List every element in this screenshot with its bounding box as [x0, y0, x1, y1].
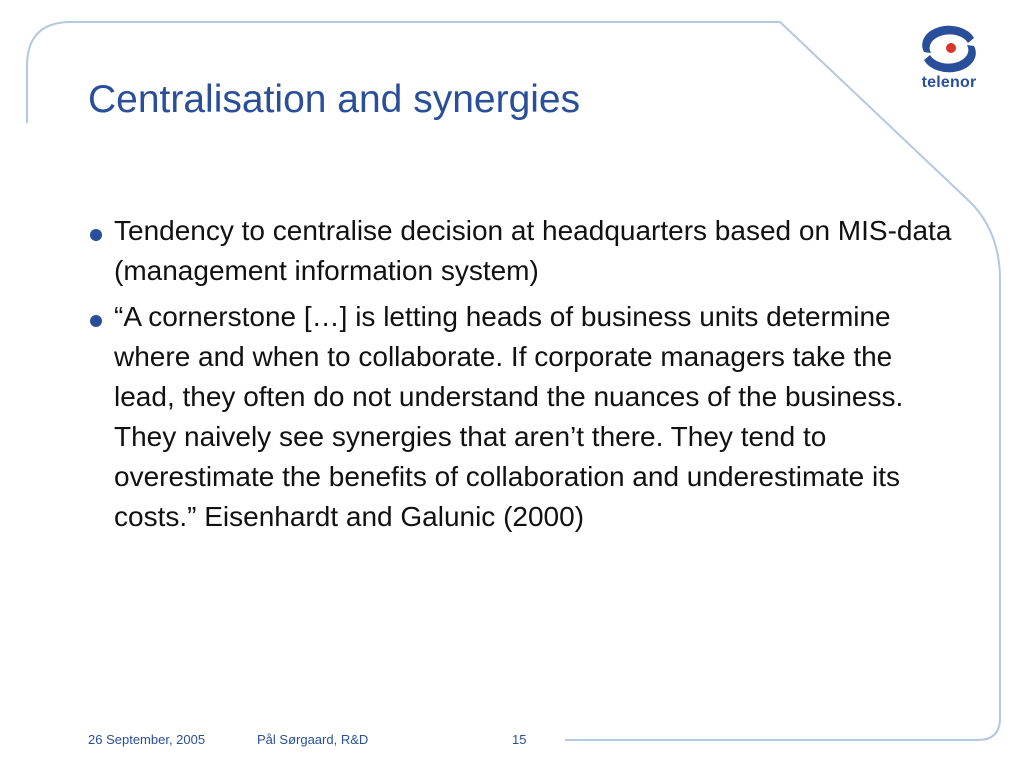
bullet-dot-icon	[90, 229, 102, 241]
footer-date: 26 September, 2005	[88, 732, 206, 747]
telenor-logo	[912, 24, 986, 96]
footer-author: Pål Sørgaard, R&D	[257, 732, 369, 747]
bullet-item	[86, 297, 956, 537]
bullet-text: “A cornerstone […] is letting heads of business units determine where and when to collaborate. If corporate managers take the lead, they often do not understand the nuances of the business. They naively see synergies that aren’t there. They tend to overestimate the benefits of collaboration and underestimate its costs.” Eisenhardt and Galunic (2000)	[114, 301, 904, 532]
bullet-item	[86, 211, 956, 291]
slide-title: Centralisation and synergies	[88, 78, 581, 121]
bullet-dot-icon	[90, 315, 102, 327]
footer-page-number: 15	[512, 732, 527, 747]
telenor-logo-text: telenor	[921, 74, 977, 91]
bullet-list	[86, 211, 956, 543]
bullet-text: Tendency to centralise decision at headquarters based on MIS-data (management information system)	[114, 215, 952, 286]
telenor-logo-icon	[912, 24, 986, 74]
